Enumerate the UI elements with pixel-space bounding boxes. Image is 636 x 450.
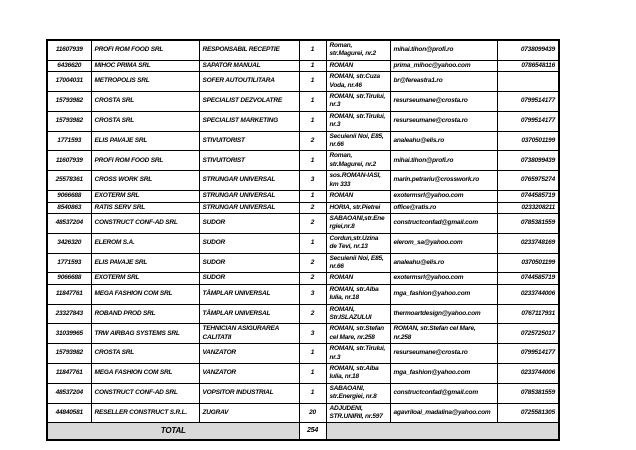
- cell-vacancy-count: 2: [299, 304, 326, 324]
- cell-job-position: STIVUITORIST: [199, 131, 299, 151]
- cell-vacancy-count: 1: [299, 151, 326, 171]
- cell-company-name: EXOTERM SRL: [91, 273, 199, 284]
- cell-vacancy-count: 3: [299, 284, 326, 304]
- cell-phone: 0799514177: [497, 344, 559, 364]
- cell-company-id: 23327843: [47, 304, 91, 324]
- table-row: [47, 213, 559, 233]
- cell-vacancy-count: 1: [299, 40, 326, 60]
- cell-phone: [497, 72, 559, 92]
- cell-company-id: 8540863: [47, 202, 91, 213]
- cell-phone: 0725725017: [497, 324, 559, 344]
- cell-address: ADJUDENI, STR.UNIRII, nr.597: [326, 403, 390, 423]
- cell-company-name: EXOTERM SRL: [91, 191, 199, 202]
- cell-vacancy-count: 2: [299, 213, 326, 233]
- cell-job-position: TÂMPLAR UNIVERSAL: [199, 284, 299, 304]
- cell-company-id: 6436620: [47, 60, 91, 71]
- cell-company-id: 11847761: [47, 364, 91, 384]
- cell-vacancy-count: 1: [299, 191, 326, 202]
- table-row: [47, 344, 559, 364]
- cell-email: constructconfad@gmail.com: [390, 213, 497, 233]
- cell-job-position: SPECIALIST MARKETING: [199, 111, 299, 131]
- cell-company-id: 3426320: [47, 233, 91, 253]
- cell-vacancy-count: 1: [299, 383, 326, 403]
- total-label: TOTAL: [47, 423, 299, 441]
- cell-email: mga_fashion@yahoo.com: [390, 284, 497, 304]
- cell-email: br@fereastra1.ro: [390, 72, 497, 92]
- cell-phone: 0233744006: [497, 364, 559, 384]
- cell-company-id: 48537204: [47, 213, 91, 233]
- cell-phone: 0744585719: [497, 191, 559, 202]
- cell-company-name: PROFI ROM FOOD SRL: [91, 40, 199, 60]
- table-row: [47, 304, 559, 324]
- cell-phone: 0233744006: [497, 284, 559, 304]
- cell-address: SABAOANI, str.Energiei, nr.8: [326, 383, 390, 403]
- cell-vacancy-count: 2: [299, 202, 326, 213]
- cell-company-id: 11607939: [47, 151, 91, 171]
- cell-email: prima_mihoc@yahoo.com: [390, 60, 497, 71]
- cell-company-name: TRW AIRBAG SYSTEMS SRL: [91, 324, 199, 344]
- cell-phone: 0767117931: [497, 304, 559, 324]
- cell-company-name: ELIS PAVAJE SRL: [91, 131, 199, 151]
- cell-email: mga_fashion@yahoo.com: [390, 364, 497, 384]
- cell-address: ROMAN, str.Stefan cel Mare, nr.258: [326, 324, 390, 344]
- table-row: [47, 191, 559, 202]
- cell-company-name: CROSTA SRL: [91, 111, 199, 131]
- cell-email: analeahu@elis.ro: [390, 253, 497, 273]
- cell-job-position: TEHNICIAN ASIGURAREA CALITATII: [199, 324, 299, 344]
- cell-company-id: 48537204: [47, 383, 91, 403]
- cell-job-position: SPECIALIST DEZVOLATRE: [199, 92, 299, 112]
- cell-vacancy-count: 1: [299, 364, 326, 384]
- cell-job-position: STRUNGAR UNIVERSAL: [199, 202, 299, 213]
- cell-company-id: 15793982: [47, 111, 91, 131]
- cell-vacancy-count: 1: [299, 72, 326, 92]
- cell-job-position: SUDOR: [199, 273, 299, 284]
- cell-company-name: PROFI ROM FOOD SRL: [91, 151, 199, 171]
- table-row: [47, 273, 559, 284]
- cell-company-id: 15793982: [47, 92, 91, 112]
- cell-vacancy-count: 3: [299, 324, 326, 344]
- cell-company-id: 17004031: [47, 72, 91, 92]
- cell-company-id: 1771593: [47, 131, 91, 151]
- cell-company-name: CROSS WORK SRL: [91, 171, 199, 191]
- table-row: [47, 364, 559, 384]
- cell-company-id: 11847761: [47, 284, 91, 304]
- cell-phone: 0786548116: [497, 60, 559, 71]
- cell-phone: 0725581305: [497, 403, 559, 423]
- total-row: [47, 423, 559, 441]
- table-row: [47, 171, 559, 191]
- cell-email: elerom_sa@yahoo.com: [390, 233, 497, 253]
- cell-job-position: RESPONSABIL RECEPTIE: [199, 40, 299, 60]
- cell-job-position: SOFER AUTOUTILITARA: [199, 72, 299, 92]
- cell-address: Roman, str.Magurei, nr.2: [326, 40, 390, 60]
- cell-phone: 0744585719: [497, 273, 559, 284]
- cell-email: mihai.tihon@profi.ro: [390, 151, 497, 171]
- table-row: [47, 233, 559, 253]
- cell-address: ROMAN, Str.ISLAZULUI: [326, 304, 390, 324]
- cell-address: ROMAN, str.Tirului, nr.3: [326, 111, 390, 131]
- cell-phone: 0785381559: [497, 213, 559, 233]
- cell-vacancy-count: 2: [299, 273, 326, 284]
- cell-phone: 0799514177: [497, 111, 559, 131]
- table-row: [47, 92, 559, 112]
- cell-company-id: 15793982: [47, 344, 91, 364]
- cell-company-name: METROPOLIS SRL: [91, 72, 199, 92]
- total-empty-cell: [326, 423, 559, 441]
- cell-company-name: RATIS SERV SRL: [91, 202, 199, 213]
- cell-vacancy-count: 1: [299, 233, 326, 253]
- cell-company-name: CONSTRUCT CONF-AD SRL: [91, 383, 199, 403]
- cell-company-id: 9066688: [47, 191, 91, 202]
- table-row: [47, 60, 559, 71]
- cell-company-name: MEGA FASHION COM SRL: [91, 284, 199, 304]
- cell-company-id: 1771593: [47, 253, 91, 273]
- cell-job-position: SUDOR: [199, 253, 299, 273]
- cell-address: HORIA, str.Pietrei: [326, 202, 390, 213]
- cell-company-id: 25578361: [47, 171, 91, 191]
- cell-vacancy-count: 1: [299, 344, 326, 364]
- cell-company-id: 31039965: [47, 324, 91, 344]
- cell-address: ROMAN, str.Alba Iulia, nr.18: [326, 284, 390, 304]
- cell-company-name: MIHOC PRIMA SRL: [91, 60, 199, 71]
- cell-email: analeahu@elis.ro: [390, 131, 497, 151]
- table-row: [47, 284, 559, 304]
- job-vacancies-table: [46, 39, 560, 441]
- cell-email: constructconfad@gmail.com: [390, 383, 497, 403]
- cell-vacancy-count: 1: [299, 60, 326, 71]
- table-row: [47, 151, 559, 171]
- cell-phone: 0370501199: [497, 253, 559, 273]
- cell-address: Cordun,str.Uzina de Tevi, nr.13: [326, 233, 390, 253]
- cell-email: resurseumane@crosta.ro: [390, 111, 497, 131]
- cell-email: office@ratis.ro: [390, 202, 497, 213]
- table-row: [47, 131, 559, 151]
- table-row: [47, 253, 559, 273]
- cell-address: ROMAN: [326, 60, 390, 71]
- cell-company-id: 11607939: [47, 40, 91, 60]
- cell-company-name: ELEROM S.A.: [91, 233, 199, 253]
- cell-address: ROMAN, str.Alba Iulia, nr.18: [326, 364, 390, 384]
- cell-phone: 0233208211: [497, 202, 559, 213]
- cell-phone: 0738099439: [497, 40, 559, 60]
- cell-job-position: VANZATOR: [199, 344, 299, 364]
- cell-vacancy-count: 1: [299, 111, 326, 131]
- cell-email: exotermsrl@yahoo.com: [390, 191, 497, 202]
- cell-address: Secuienii Noi, E85, nr.66: [326, 131, 390, 151]
- cell-vacancy-count: 1: [299, 92, 326, 112]
- cell-phone: 0370501199: [497, 131, 559, 151]
- cell-job-position: SUDOR: [199, 233, 299, 253]
- table-row: [47, 383, 559, 403]
- cell-job-position: STRUNGAR UNIVERSAL: [199, 171, 299, 191]
- total-count: 254: [299, 423, 326, 441]
- cell-email: marin.petrariu@crosswork.ro: [390, 171, 497, 191]
- cell-vacancy-count: 3: [299, 171, 326, 191]
- cell-email: exotermsrl@yahoo.com: [390, 273, 497, 284]
- cell-job-position: ZUGRAV: [199, 403, 299, 423]
- cell-job-position: SUDOR: [199, 213, 299, 233]
- table-row: [47, 111, 559, 131]
- cell-company-name: CROSTA SRL: [91, 92, 199, 112]
- cell-address: ROMAN, str.Tirului, nr.3: [326, 344, 390, 364]
- cell-address: SABAOANI,str.Energiei,nr.8: [326, 213, 390, 233]
- cell-phone: 0233748169: [497, 233, 559, 253]
- cell-email: resurseumane@crosta.ro: [390, 92, 497, 112]
- table-body: [47, 40, 559, 423]
- cell-job-position: SAPATOR MANUAL: [199, 60, 299, 71]
- cell-company-name: ELIS PAVAJE SRL: [91, 253, 199, 273]
- cell-address: ROMAN: [326, 191, 390, 202]
- cell-phone: 0785381559: [497, 383, 559, 403]
- cell-phone: 0799514177: [497, 92, 559, 112]
- cell-vacancy-count: 2: [299, 131, 326, 151]
- cell-job-position: STRUNGAR UNIVERSAL: [199, 191, 299, 202]
- cell-job-position: TÂMPLAR UNIVERSAL: [199, 304, 299, 324]
- cell-address: Secuienii Noi, E85, nr.66: [326, 253, 390, 273]
- table-row: [47, 72, 559, 92]
- cell-email: mihai.tihon@profi.ro: [390, 40, 497, 60]
- table-row: [47, 202, 559, 213]
- cell-address: ROMAN: [326, 273, 390, 284]
- cell-job-position: STIVUITORIST: [199, 151, 299, 171]
- cell-job-position: VANZATOR: [199, 364, 299, 384]
- cell-company-name: MEGA FASHION COM SRL: [91, 364, 199, 384]
- cell-vacancy-count: 20: [299, 403, 326, 423]
- cell-company-id: 9066688: [47, 273, 91, 284]
- table-row: [47, 403, 559, 423]
- cell-company-name: RESELLER CONSTRUCT S.R.L.: [91, 403, 199, 423]
- cell-company-id: 44840581: [47, 403, 91, 423]
- cell-phone: 0738099439: [497, 151, 559, 171]
- cell-address: sos.ROMAN-IASI, km 333: [326, 171, 390, 191]
- cell-address: Roman, str.Magurei, nr.2: [326, 151, 390, 171]
- cell-address: ROMAN, str.Cuza Voda, nr.46: [326, 72, 390, 92]
- table-footer: [47, 423, 559, 441]
- cell-email: ROMAN, str.Stefan cel Mare, nr.258: [390, 324, 497, 344]
- cell-address: ROMAN, str.Tirului, nr.3: [326, 92, 390, 112]
- cell-company-name: CROSTA SRL: [91, 344, 199, 364]
- cell-email: resurseumane@crosta.ro: [390, 344, 497, 364]
- table-row: [47, 40, 559, 60]
- cell-company-name: CONSTRUCT CONF-AD SRL: [91, 213, 199, 233]
- cell-email: agavriloai_madalina@yahoo.com: [390, 403, 497, 423]
- cell-phone: 0765975274: [497, 171, 559, 191]
- cell-company-name: ROBAND PROD SRL: [91, 304, 199, 324]
- cell-vacancy-count: 2: [299, 253, 326, 273]
- table-row: [47, 324, 559, 344]
- cell-job-position: VOPSITOR INDUSTRIAL: [199, 383, 299, 403]
- cell-email: thermoartdesign@yahoo.com: [390, 304, 497, 324]
